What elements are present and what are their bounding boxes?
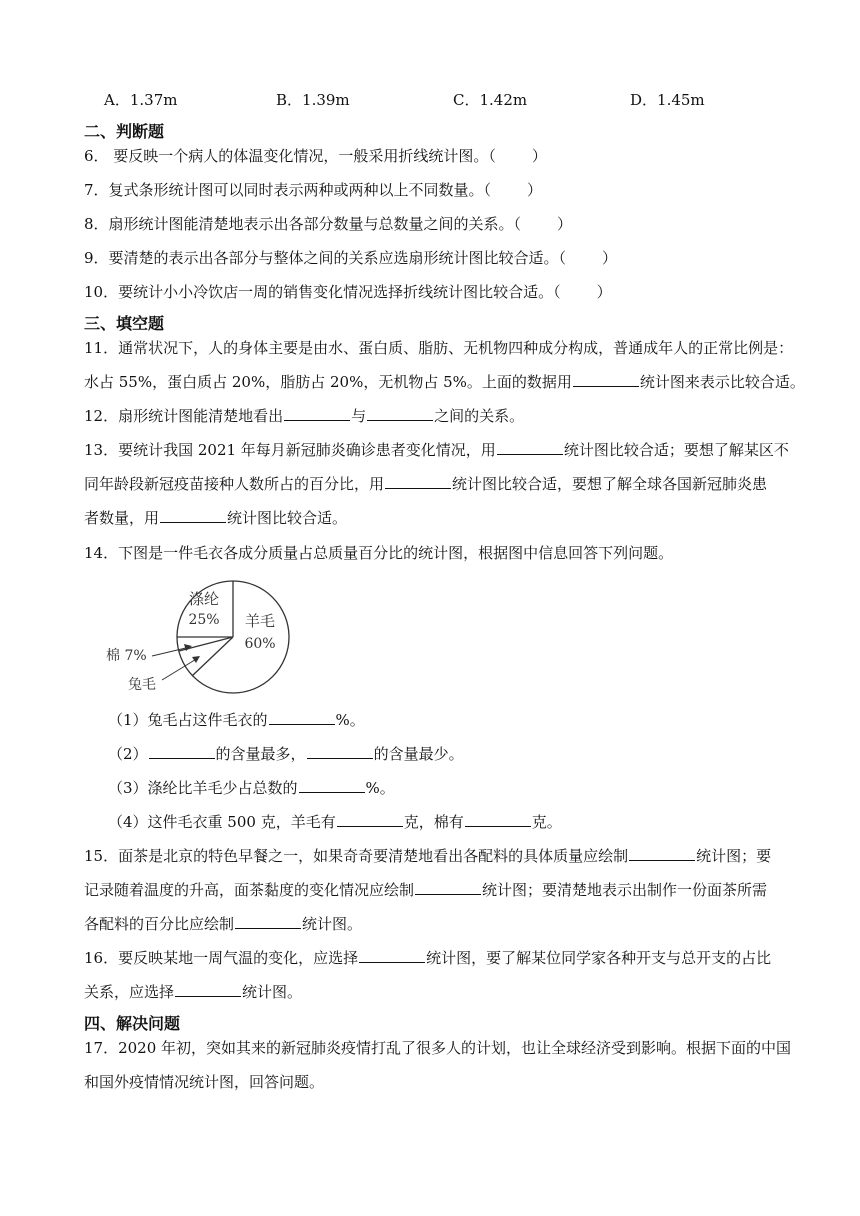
question-7-text: 7．复式条形统计图可以同时表示两种或两种以上不同数量。（: [84, 181, 492, 199]
answer-blank[interactable]: [337, 812, 403, 827]
question-15-text: 15．面茶是北京的特色早餐之一，如果奇奇要清楚地看出各配料的具体质量应绘制: [84, 847, 629, 865]
question-11-line-2: [84, 372, 805, 392]
question-16-text: 16．要反映某地一周气温的变化，应选择: [84, 949, 359, 967]
answer-blank[interactable]: [307, 744, 373, 759]
question-13-text: 统计图比较合适。: [227, 509, 348, 527]
question-7: [84, 180, 542, 200]
question-16-text: 统计图，要了解某位同学家各种开支与总开支的占比: [426, 949, 772, 967]
question-15-text: 记录随着温度的升高，面茶黏度的变化情况应绘制: [84, 881, 415, 899]
question-12-text: 12．扇形统计图能清楚地看出: [84, 407, 284, 425]
question-9-text: 9．要清楚的表示出各部分与整体之间的关系应选扇形统计图比较合适。（: [84, 249, 567, 267]
question-14-part-3: [108, 778, 395, 798]
question-16-text: 关系，应选择: [84, 983, 175, 1001]
question-15-text: 统计图；要清楚地表示出制作一份面茶所需: [482, 881, 768, 899]
question-13-text: 统计图比较合适；要想了解某区不: [563, 441, 789, 459]
option-b[interactable]: B．1.39m: [276, 91, 350, 109]
answer-blank[interactable]: [284, 406, 350, 421]
answer-blank[interactable]: [299, 778, 365, 793]
close-paren: ）: [531, 147, 547, 165]
section-solve-title: 四、解决问题: [84, 1014, 181, 1033]
question-14-1-text: （1）兔毛占这件毛衣的: [108, 711, 268, 729]
question-11-text: 水占 55%，蛋白质占 20%，脂肪占 20%，无机物占 5%。上面的数据用: [84, 373, 572, 391]
question-14-4-text: 克，棉有: [403, 813, 464, 831]
question-14-4-text: （4）这件毛衣重 500 克，羊毛有: [108, 813, 336, 831]
question-11-line-1: 11．通常状况下，人的身体主要是由水、蛋白质、脂肪、无机物四种成分构成，普通成年人的正常比例是：: [84, 339, 794, 357]
question-14-part-2: [108, 744, 464, 764]
sweater-pie-chart: [100, 576, 290, 698]
pie-value-wool: 60%: [244, 636, 276, 652]
question-12-and: 与: [351, 407, 367, 425]
answer-blank[interactable]: [497, 440, 563, 455]
question-15-text: 各配料的百分比应绘制: [84, 915, 235, 933]
answer-blank[interactable]: [175, 982, 241, 997]
question-14-2-text: 的含量最多，: [215, 745, 306, 763]
question-12-text-end: 之间的关系。: [434, 407, 525, 425]
answer-blank[interactable]: [573, 372, 639, 387]
close-paren: ）: [557, 215, 573, 233]
question-17-line-1: 17．2020 年初，突如其来的新冠肺炎疫情打乱了很多人的计划，也让全球经济受到影响。根据下面的中国: [84, 1039, 792, 1057]
question-15-line-2: [84, 880, 767, 900]
answer-blank[interactable]: [367, 406, 433, 421]
answer-blank[interactable]: [160, 508, 226, 523]
question-14-3-text: （3）涤纶比羊毛少占总数的: [108, 779, 298, 797]
question-8-text: 8．扇形统计图能清楚地表示出各部分数量与总数量之间的关系。（: [84, 215, 522, 233]
question-15-line-3: [84, 914, 362, 934]
choice-options: [0, 89, 860, 113]
pie-value-polyester: 25%: [188, 612, 220, 628]
close-paren: ）: [596, 283, 612, 301]
question-14-4-text: 克。: [531, 813, 562, 831]
question-13-line-3: [84, 508, 347, 528]
question-16-line-1: [84, 948, 771, 968]
pie-label-wool: 羊毛: [244, 612, 276, 630]
question-13-line-2: [84, 474, 767, 494]
question-12: [84, 406, 524, 426]
question-15-line-1: [84, 846, 771, 866]
option-c[interactable]: C．1.42m: [453, 91, 528, 109]
answer-blank[interactable]: [415, 880, 481, 895]
pie-label-polyester: 涤纶: [188, 590, 220, 608]
option-d[interactable]: D．1.45m: [630, 91, 705, 109]
question-13-text: 13．要统计我国 2021 年每月新冠肺炎确诊患者变化情况，用: [84, 441, 496, 459]
question-10-text: 10．要统计小小冷饮店一周的销售变化情况选择折线统计图比较合适。（: [84, 283, 561, 301]
option-a[interactable]: A．1.37m: [104, 91, 178, 109]
question-14-stem: 14．下图是一件毛衣各成分质量占总质量百分比的统计图，根据图中信息回答下列问题。: [84, 544, 674, 562]
answer-blank[interactable]: [235, 914, 301, 929]
percent-sign: %。: [365, 779, 395, 797]
question-6: [84, 146, 547, 166]
question-15-text: 统计图。: [302, 915, 363, 933]
pie-label-rabbit: 兔毛: [128, 677, 156, 693]
question-15-text: 统计图；要: [696, 847, 772, 865]
question-17-line-2: 和国外疫情情况统计图，回答问题。: [84, 1073, 325, 1091]
question-13-line-1: [84, 440, 789, 460]
question-14-part-4: [108, 812, 562, 832]
percent-sign: %。: [335, 711, 365, 729]
question-14-part-1: [108, 710, 365, 730]
question-13-text: 者数量，用: [84, 509, 160, 527]
section-judge-title: 二、判断题: [84, 122, 165, 141]
question-14-2-text: （2）: [108, 745, 148, 763]
question-11-text-end: 统计图来表示比较合适。: [639, 373, 805, 391]
answer-blank[interactable]: [465, 812, 531, 827]
question-13-text: 同年龄段新冠疫苗接种人数所占的百分比，用: [84, 475, 385, 493]
answer-blank[interactable]: [385, 474, 451, 489]
question-13-text: 统计图比较合适，要想了解全球各国新冠肺炎患: [452, 475, 768, 493]
question-16-text: 统计图。: [242, 983, 303, 1001]
answer-blank[interactable]: [629, 846, 695, 861]
pie-label-cotton: 棉 7%: [106, 648, 147, 664]
answer-blank[interactable]: [359, 948, 425, 963]
question-6-text: 6． 要反映一个病人的体温变化情况，一般采用折线统计图。（: [84, 147, 496, 165]
question-10: [84, 282, 612, 302]
question-16-line-2: [84, 982, 302, 1002]
close-paren: ）: [602, 249, 618, 267]
close-paren: ）: [527, 181, 543, 199]
question-8: [84, 214, 572, 234]
question-14-2-text: 的含量最少。: [373, 745, 464, 763]
answer-blank[interactable]: [149, 744, 215, 759]
answer-blank[interactable]: [269, 710, 335, 725]
question-9: [84, 248, 617, 268]
section-fill-title: 三、填空题: [84, 314, 165, 333]
